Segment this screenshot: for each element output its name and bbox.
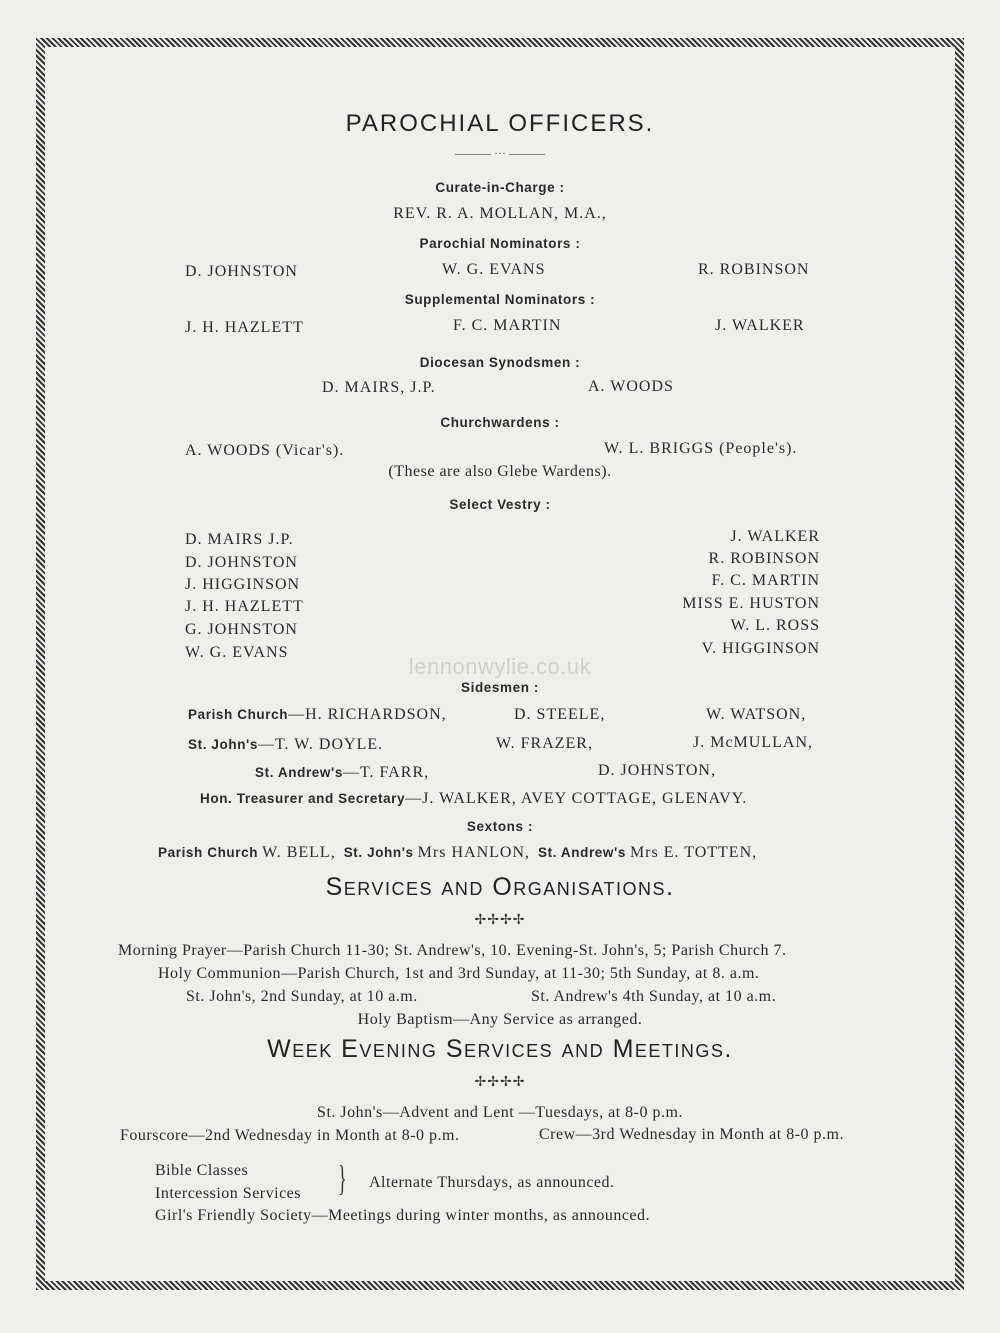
- ornament: ✢✢✢✢: [474, 1075, 526, 1090]
- vestry-left-item: D. JOHNSTON: [185, 554, 298, 571]
- supplemental-name: J. H. HAZLETT: [185, 319, 304, 336]
- page-title: PAROCHIAL OFFICERS.: [345, 110, 655, 137]
- sidesmen-row-andrews: [255, 764, 429, 782]
- vestry-right-item: R. ROBINSON: [708, 550, 820, 567]
- vestry-right-item: V. HIGGINSON: [701, 640, 820, 657]
- parish-church-label: Parish Church: [158, 845, 259, 860]
- services-line: St. Andrew's 4th Sunday, at 10 a.m.: [531, 988, 777, 1005]
- supplemental-name: J. WALKER: [715, 317, 805, 334]
- sextons-row: [158, 844, 757, 862]
- watermark: lennonwylie.co.uk: [408, 654, 592, 679]
- gfs-line: Girl's Friendly Society—Meetings during winter months, as announced.: [155, 1207, 651, 1224]
- sidesmen-label: Sidesmen :: [460, 680, 540, 695]
- ornament: ✢✢✢✢: [474, 913, 526, 928]
- sidesman-name: J. McMULLAN,: [693, 734, 813, 751]
- intercession-services: Intercession Services: [155, 1185, 302, 1202]
- supplemental-name: F. C. MARTIN: [453, 317, 562, 334]
- parochial-label: Parochial Nominators :: [419, 236, 581, 251]
- vestry-right-item: W. L. ROSS: [730, 617, 820, 634]
- vestry-label: Select Vestry :: [449, 497, 551, 512]
- vestry-left-item: G. JOHNSTON: [185, 621, 298, 638]
- vestry-left-item: W. G. EVANS: [185, 644, 289, 661]
- services-line: Holy Communion—Parish Church, 1st and 3rd Sunday, at 11-30; 5th Sunday, at 8. a.m.: [158, 965, 760, 982]
- sexton-name: W. BELL,: [262, 844, 336, 861]
- services-line: St. John's, 2nd Sunday, at 10 a.m.: [186, 988, 418, 1005]
- sidesmen-row-johns: [188, 736, 383, 754]
- sidesmen-row-parish: [188, 706, 447, 724]
- curate-name: REV. R. A. MOLLAN, M.A.,: [393, 205, 607, 222]
- services-line: Holy Baptism—Any Service as arranged.: [357, 1011, 643, 1028]
- alternate-note: Alternate Thursdays, as announced.: [369, 1174, 615, 1191]
- vestry-left-item: J. HIGGINSON: [185, 576, 301, 593]
- parish-church-label: Parish Church: [188, 707, 289, 722]
- sexton-name: Mrs E. TOTTEN,: [629, 844, 758, 861]
- sextons-label: Sextons :: [466, 819, 534, 834]
- supplemental-label: Supplemental Nominators :: [404, 292, 596, 307]
- parochial-name: D. JOHNSTON: [185, 263, 298, 280]
- sidesman-name: —T. FARR,: [342, 764, 430, 781]
- vestry-right-item: MISS E. HUSTON: [682, 595, 820, 612]
- treasurer-label: Hon. Treasurer and Secretary: [200, 791, 406, 806]
- parochial-name: R. ROBINSON: [698, 261, 810, 278]
- vestry-right-item: J. WALKER: [730, 528, 820, 545]
- curate-label: Curate-in-Charge :: [435, 180, 565, 195]
- brace: }: [338, 1158, 347, 1198]
- sidesman-name: D. JOHNSTON,: [598, 762, 716, 779]
- bible-classes: Bible Classes: [155, 1162, 249, 1179]
- vestry-left-item: J. H. HAZLETT: [185, 598, 304, 615]
- sidesman-name: W. FRAZER,: [496, 735, 593, 752]
- st-johns-label: St. John's: [343, 845, 414, 860]
- st-andrews-label: St. Andrew's: [538, 845, 626, 860]
- treasurer-row: [200, 790, 747, 808]
- vestry-right-item: F. C. MARTIN: [711, 572, 820, 589]
- treasurer-name: —J. WALKER, AVEY COTTAGE, GLENAVY.: [405, 790, 748, 807]
- sidesman-name: —T. W. DOYLE.: [257, 736, 384, 753]
- sidesman-name: W. WATSON,: [706, 706, 807, 723]
- week-line: Fourscore—2nd Wednesday in Month at 8-0 p.m.: [120, 1127, 460, 1144]
- churchwardens-label: Churchwardens :: [440, 415, 560, 430]
- services-title: Services and Organisations.: [325, 873, 675, 901]
- sidesman-name: D. STEELE,: [514, 706, 606, 723]
- week-line: Crew—3rd Wednesday in Month at 8-0 p.m.: [539, 1126, 844, 1143]
- churchwarden-name: A. WOODS (Vicar's).: [185, 442, 345, 459]
- sidesman-name: —H. RICHARDSON,: [288, 706, 447, 723]
- week-line: St. John's—Advent and Lent —Tuesdays, at 8-0 p.m.: [317, 1104, 683, 1121]
- week-title: Week Evening Services and Meetings.: [267, 1035, 733, 1063]
- parochial-name: W. G. EVANS: [442, 261, 546, 278]
- glebe-note: (These are also Glebe Wardens).: [388, 463, 612, 480]
- churchwarden-name: W. L. BRIGGS (People's).: [604, 440, 798, 457]
- services-line: Morning Prayer—Parish Church 11-30; St. Andrew's, 10. Evening-St. John's, 5; Parish Church 7.: [118, 942, 787, 959]
- diocesan-label: Diocesan Synodsmen :: [419, 355, 581, 370]
- st-johns-label: St. John's: [188, 737, 258, 752]
- diocesan-name: A. WOODS: [588, 378, 674, 395]
- st-andrews-label: St. Andrew's: [255, 765, 343, 780]
- diocesan-name: D. MAIRS, J.P.: [322, 379, 436, 396]
- sexton-name: Mrs HANLON,: [417, 844, 530, 861]
- title-rule: ——— ··· ———: [455, 146, 545, 160]
- vestry-left-item: D. MAIRS J.P.: [185, 531, 294, 548]
